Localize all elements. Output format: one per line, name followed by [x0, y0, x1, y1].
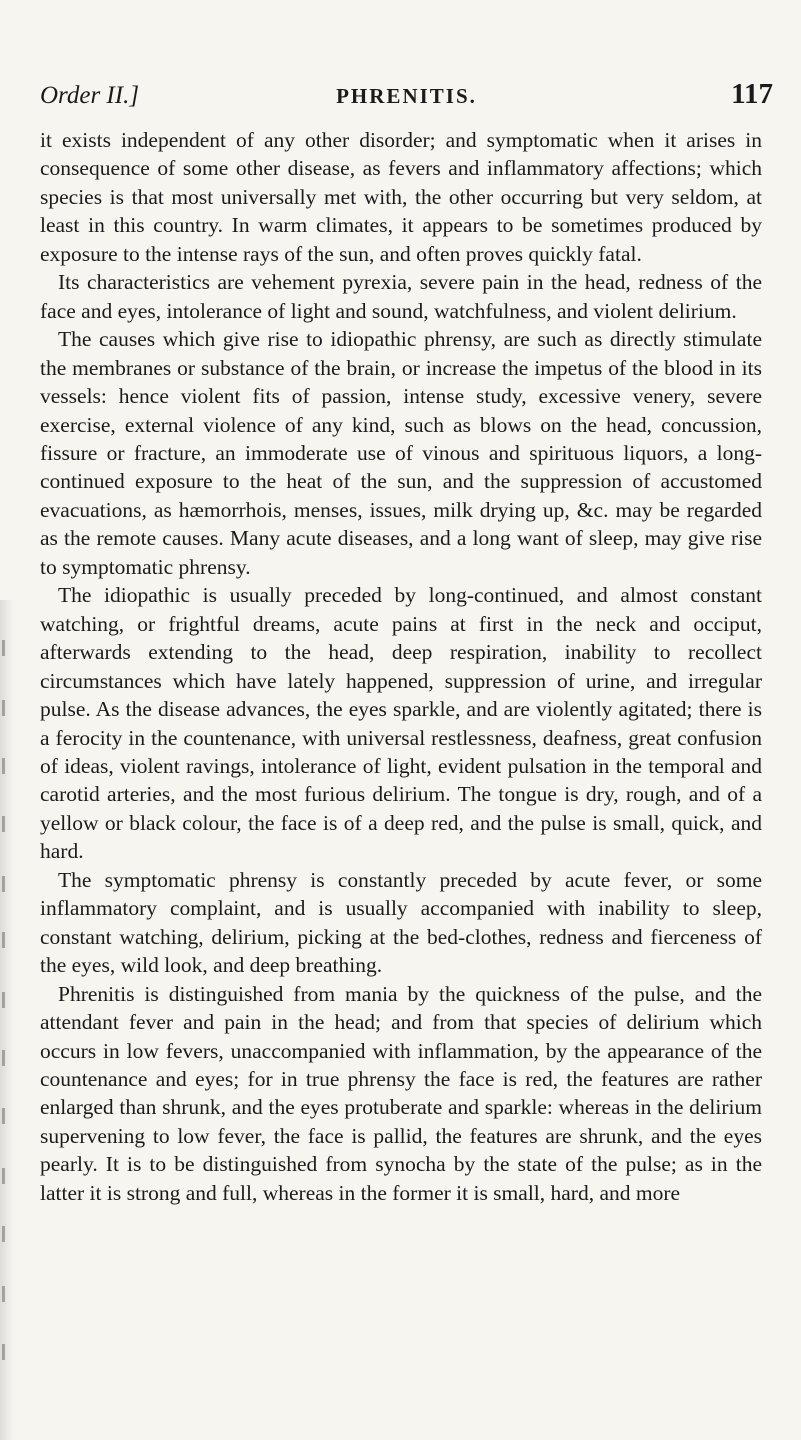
paragraph: The symptomatic phrensy is constantly preceded by acute fever, or some inflammatory complaint, and is usually accompanied with inability to sleep, constant watching, delirium, picking at the bed-clothes, redness and fierceness of the eyes, wild look, and deep breathing. [40, 867, 762, 978]
paragraph: The idiopathic is usually preceded by long-continued, and almost constant watching, or frightful dreams, acute pains at first in the neck and occiput, afterwards extending to the head, deep respiration, inability to recollect circumstances which have lately happened, suppression of urine, and irregular pulse. As the disease advances, the eyes sparkle, and are violently agitated; there is a ferocity in the countenance, with universal restlessness, deafness, great confusion of ideas, violent ravings, intolerance of light, evident pulsation in the temporal and carotid arteries, and the most furious delirium. The tongue is dry, rough, and of a yellow or black colour, the face is of a deep red, and the pulse is small, quick, and hard. [40, 583, 762, 864]
running-head [40, 78, 773, 114]
paragraph: it exists independent of any other disorder; and symptomatic when it arises in consequence of some other disease, as fevers and inflammatory affections; which species is that most universally met with, the other occurring but very seldom, at least in this country. In warm climates, it appears to be sometimes produced by exposure to the intense rays of the sun, and often proves quickly fatal. [40, 128, 762, 266]
paragraph: Phrenitis is distinguished from mania by the quickness of the pulse, and the attendant fever and pain in the head; and from that species of delirium which occurs in low fevers, unaccompanied with inflammation, by the appearance of the countenance and eyes; for in true phrensy the face is red, the features are rather enlarged than shrunk, and the eyes protuberate and sparkle: whereas in the delirium supervening to low fever, the face is pallid, the features are shrunk, and the eyes pearly. It is to be distinguished from synocha by the state of the pulse; as in the latter it is strong and full, whereas in the former it is small, hard, and more [40, 981, 762, 1205]
paragraph: The causes which give rise to idiopathic phrensy, are such as directly stimulate the membranes or substance of the brain, or increase the impetus of the blood in its vessels: hence violent fits of passion, intense study, excessive venery, severe exercise, external violence of any kind, such as blows on the head, concussion, fissure or fracture, an immoderate use of vinous and spirituous liquors, a long-continued exposure to the heat of the sun, and the suppression of accustomed evacuations, as hæmorrhois, menses, issues, milk drying up, &c. may be regarded as the remote causes. Many acute diseases, and a long want of sleep, may give rise to symptomatic phrensy. [40, 327, 762, 579]
running-head-section: Order II.] [40, 82, 140, 109]
body-text [40, 126, 762, 1207]
running-head-title: PHRENITIS. [336, 84, 477, 108]
paragraph: Its characteristics are vehement pyrexia, severe pain in the head, redness of the face and eyes, intolerance of light and sound, watchfulness, and violent delirium. [40, 270, 762, 323]
page-number: 117 [731, 78, 773, 110]
binding-edge-marks [0, 640, 10, 1420]
